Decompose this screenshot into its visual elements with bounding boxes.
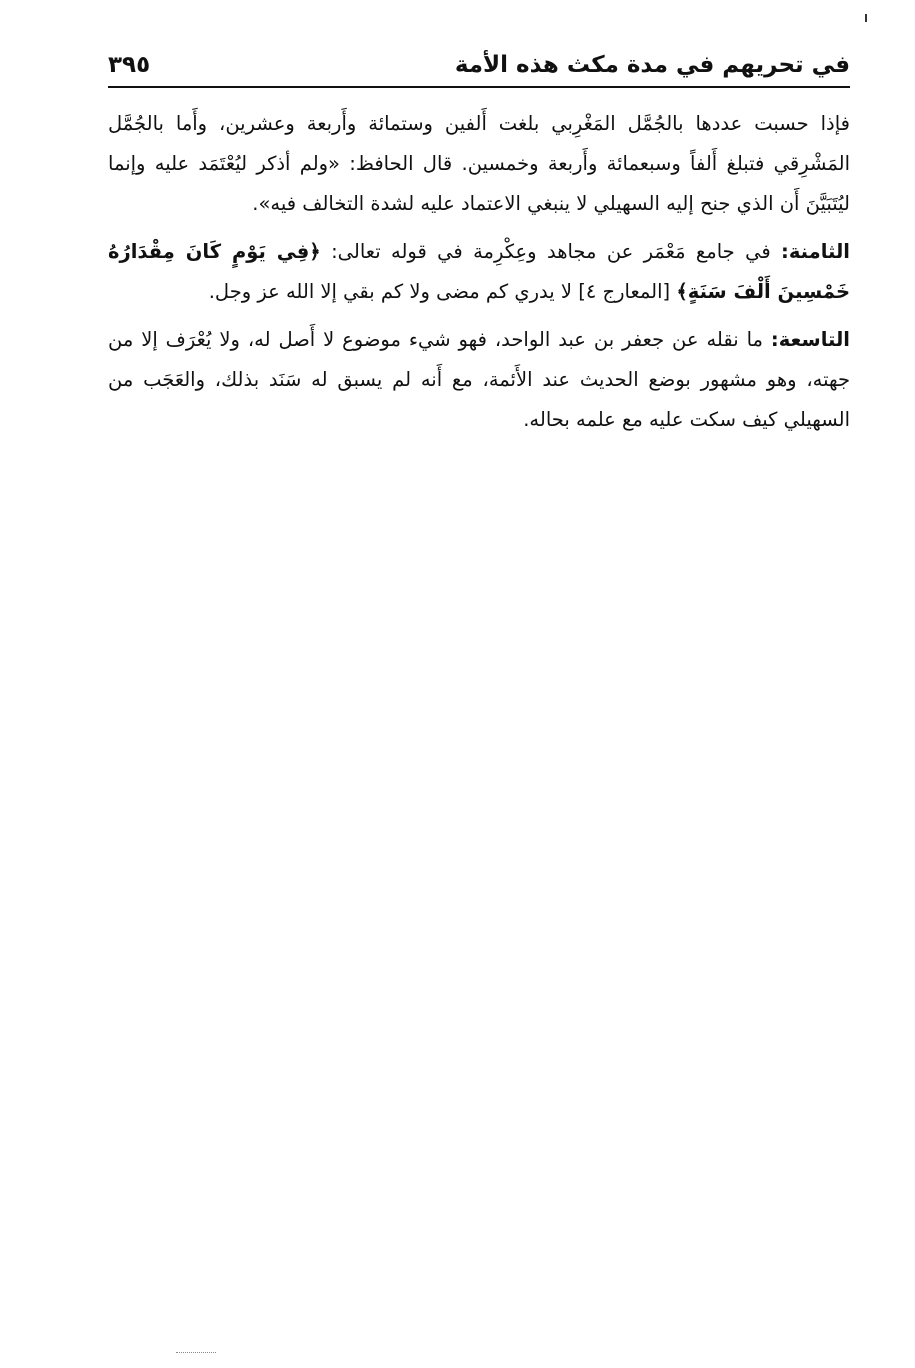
paragraph-3-text: ما نقله عن جعفر بن عبد الواحد، فهو شيء موضوع لا أَصل له، ولا يُعْرَف إلا من جهته، وهو مشهور بوضع الحديث عند الأَئمة، مع أَنه لم يسبق له سَنَد بذلك، والعَجَب من السهيلي كيف سكت عليه مع علمه بحاله.	[108, 328, 850, 431]
paragraph-1	[108, 104, 850, 224]
page-number: ٣٩٥	[108, 52, 151, 78]
paragraph-2-text-before: في جامع مَعْمَر عن مجاهد وعِكْرِمة في قوله تعالى:	[320, 240, 782, 263]
page-header	[108, 44, 850, 88]
paragraph-1-text: فإذا حسبت عددها بالجُمَّل المَغْرِبي بلغت أَلفين وستمائة وأَربعة وعشرين، وأَما بالجُمَّل المَشْرِقي فتبلغ أَلفاً وسبعمائة وأَربعة وخمسين. قال الحافظ: «ولم أذكر ليُعْتَمَد عليه وإنما ليُتَبَيَّنَ أَن الذي جنح إليه السهيلي لا ينبغي الاعتماد عليه لشدة التخالف فيه».	[108, 112, 850, 215]
running-title: في تحريهم في مدة مكث هذه الأمة	[454, 52, 850, 78]
scan-smudge	[176, 1352, 216, 1355]
paragraph-3-lead: التاسعة:	[770, 328, 850, 351]
paragraph-2	[108, 232, 850, 312]
paragraph-2-text-after: [المعارج ٤] لا يدري كم مضى ولا كم بقي إلا الله عز وجل.	[208, 280, 677, 303]
scan-mark	[865, 14, 867, 22]
quran-verse: ﴿فِي يَوْمٍ كَانَ مِقْدَارُهُ خَمْسِينَ أَلْفَ سَنَةٍ﴾	[108, 240, 850, 303]
paragraph-2-lead: الثامنة:	[781, 240, 850, 263]
page-body	[108, 104, 850, 448]
paragraph-3	[108, 320, 850, 440]
